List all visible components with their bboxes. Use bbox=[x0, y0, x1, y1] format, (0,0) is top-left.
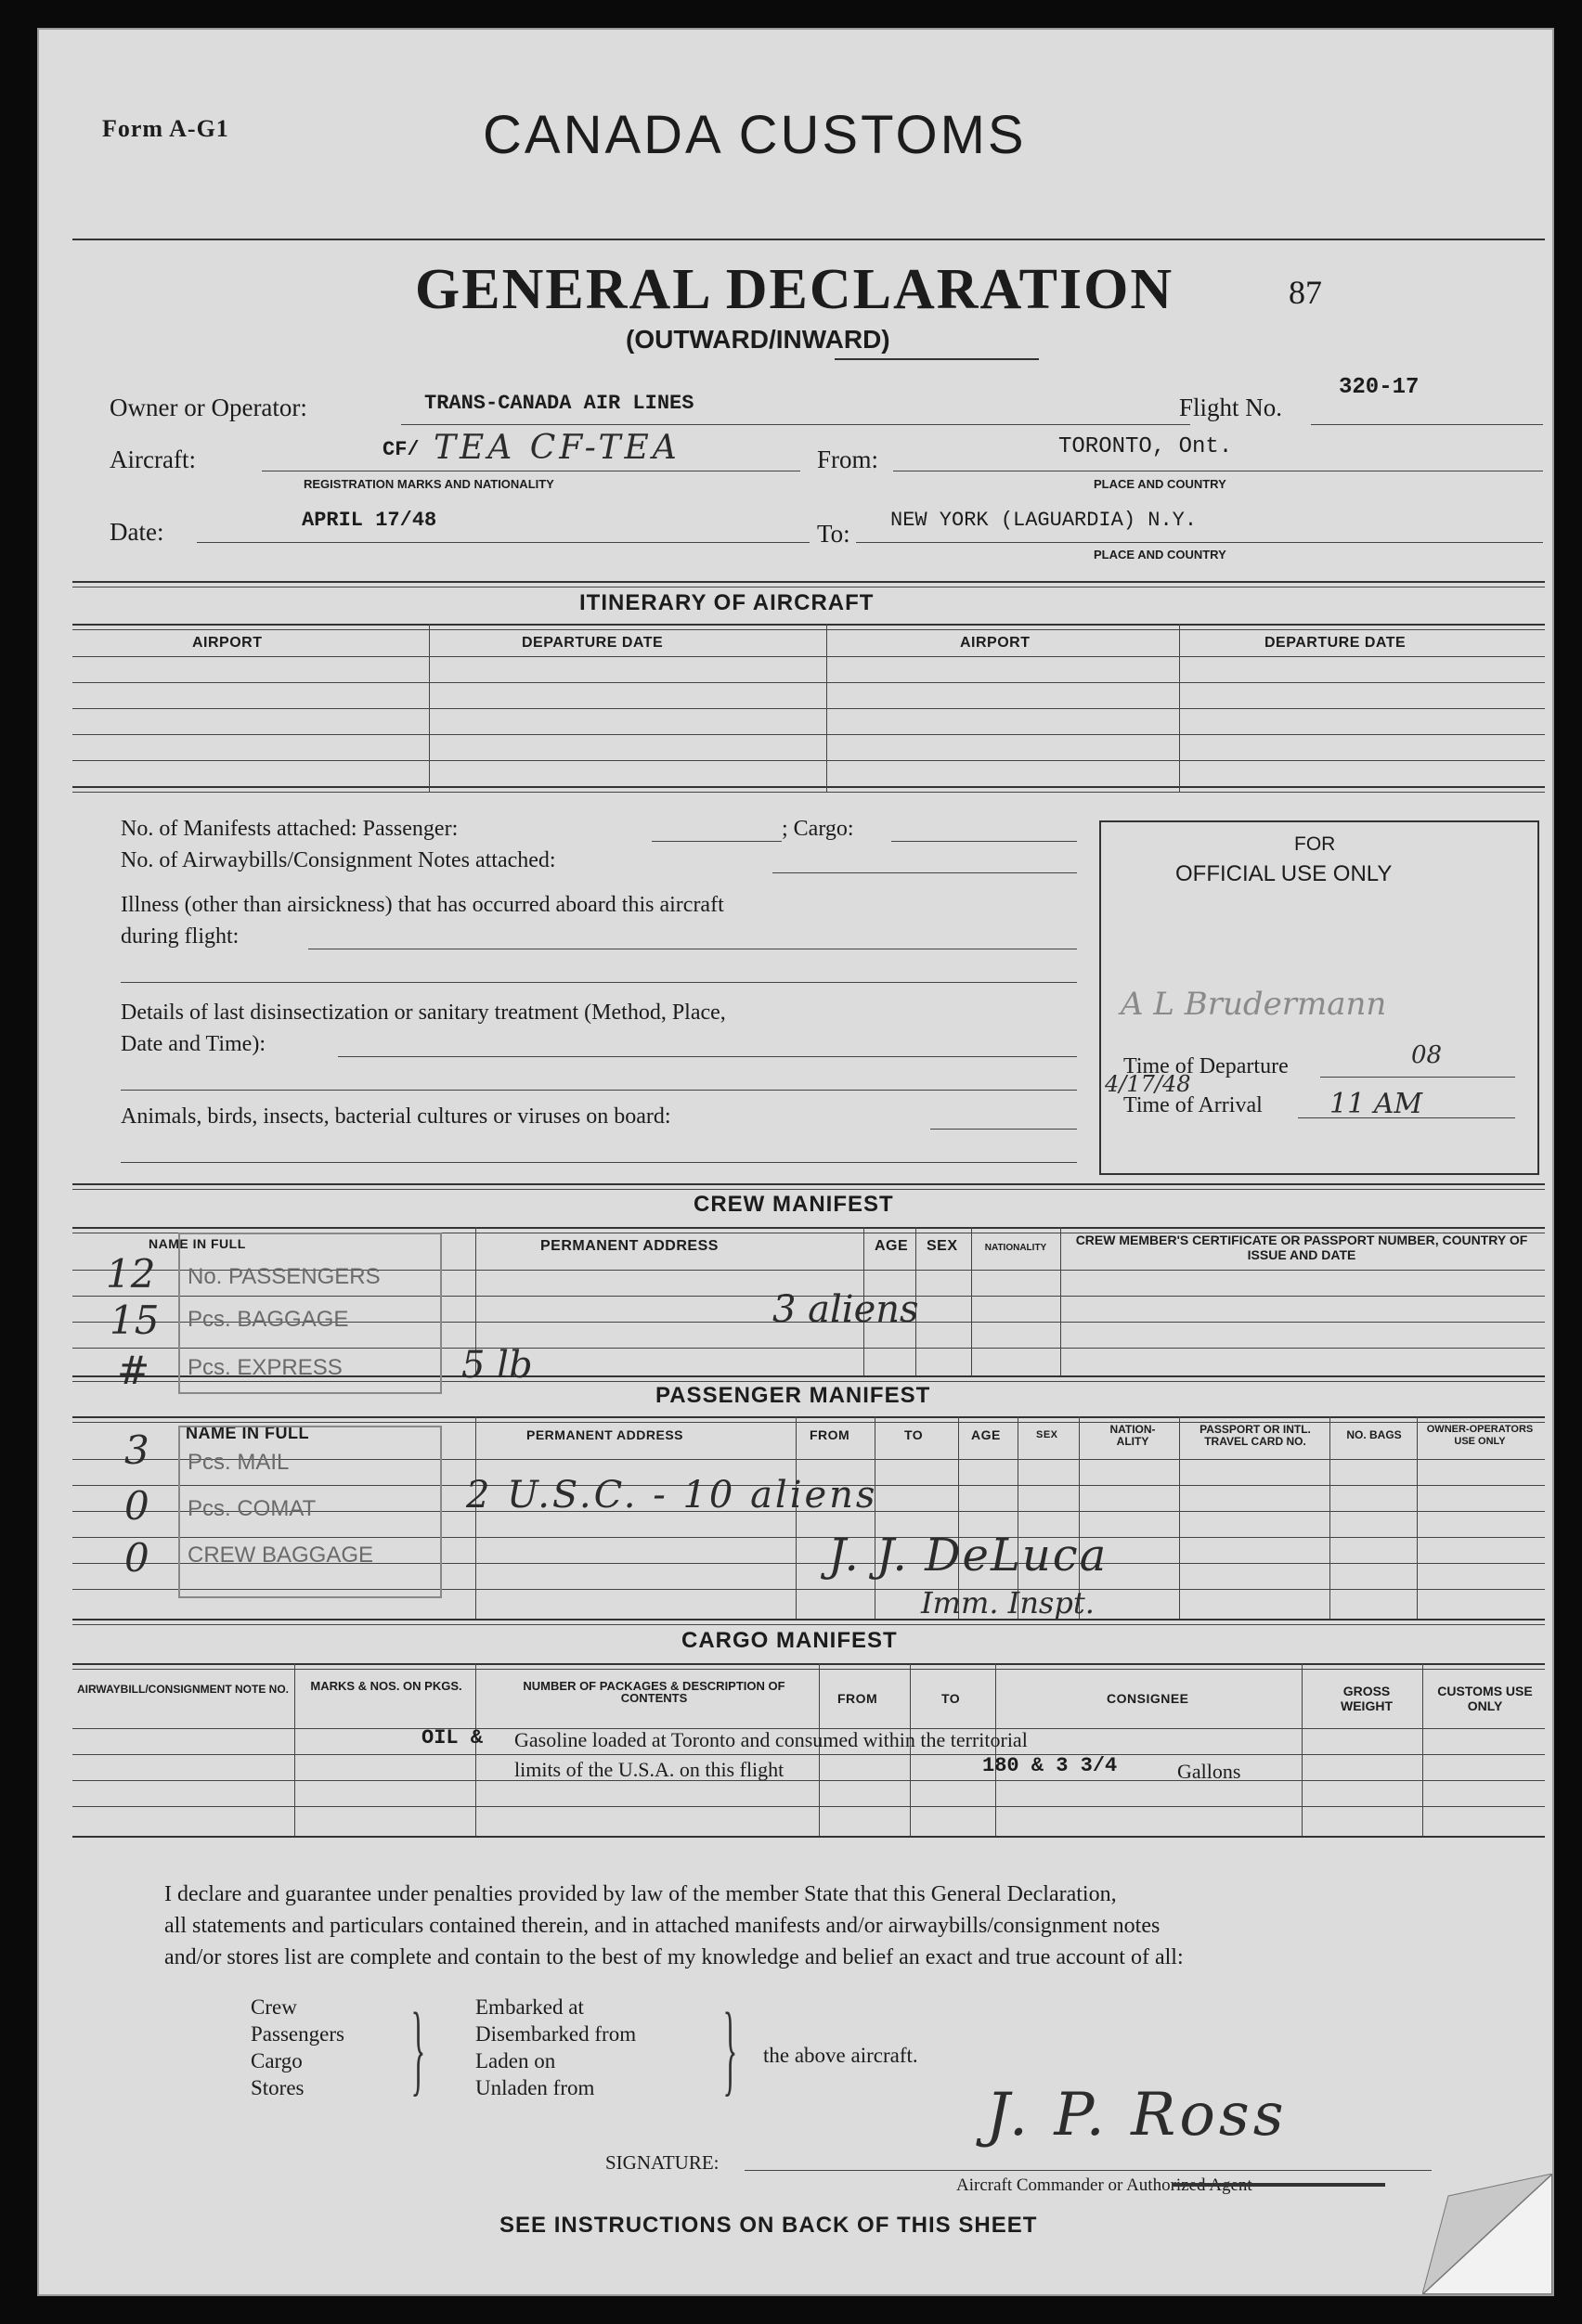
declaration-tail: the above aircraft. bbox=[763, 2044, 918, 2067]
group2-embarked: Embarked at bbox=[475, 1995, 584, 2019]
manifests-question: No. of Manifests attached: Passenger: bbox=[121, 817, 459, 841]
stamp-value-mail: 3 bbox=[124, 1427, 149, 1473]
stamp-label-comat: Pcs. COMAT bbox=[188, 1496, 317, 1521]
form-id: Form A-G1 bbox=[102, 115, 229, 142]
declaration-line-1: I declare and guarantee under penalties provided by law of the member State that this General Declaration, bbox=[164, 1882, 1117, 1906]
stamp-label-mail: Pcs. MAIL bbox=[188, 1450, 290, 1475]
passenger-col-passport: PASSPORT OR INTL. TRAVEL CARD NO. bbox=[1199, 1423, 1311, 1448]
group1-passengers: Passengers bbox=[251, 2022, 344, 2046]
group1-cargo: Cargo bbox=[251, 2049, 303, 2072]
official-date-note: 4/17/48 bbox=[1105, 1071, 1191, 1097]
crew-col-age: AGE bbox=[875, 1238, 909, 1254]
group2-laden: Laden on bbox=[475, 2049, 556, 2072]
stamp-value-passengers: 12 bbox=[106, 1251, 156, 1297]
departure-value: 08 bbox=[1411, 1041, 1443, 1069]
itinerary-col-date-1: DEPARTURE DATE bbox=[522, 635, 664, 651]
cargo-unit: Gallons bbox=[1177, 1760, 1241, 1783]
cargo-line-2: limits of the U.S.A. on this flight bbox=[514, 1758, 785, 1781]
folded-corner bbox=[1422, 2174, 1552, 2294]
to-label: To: bbox=[817, 520, 850, 548]
to-value: NEW YORK (LAGUARDIA) N.Y. bbox=[890, 509, 1198, 532]
cargo-line-1: Gasoline loaded at Toronto and consumed within the territorial bbox=[514, 1728, 1028, 1751]
aircraft-label: Aircraft: bbox=[110, 445, 196, 473]
cargo-col-airwaybill: AIRWAYBILL/CONSIGNMENT NOTE NO. bbox=[76, 1683, 289, 1696]
passenger-col-bags: NO. BAGS bbox=[1346, 1428, 1402, 1441]
place-caption-to: PLACE AND COUNTRY bbox=[1094, 548, 1226, 562]
caption-strikeout bbox=[1172, 2183, 1385, 2187]
crew-col-name: NAME IN FULL bbox=[149, 1236, 246, 1251]
airwaybills-question: No. of Airwaybills/Consignment Notes attached: bbox=[121, 848, 556, 872]
inspector-signature: J. J. DeLuca bbox=[828, 1530, 1109, 1582]
signature-label: SIGNATURE: bbox=[605, 2151, 720, 2174]
crew-hand-note: 3 aliens bbox=[772, 1288, 919, 1331]
passenger-title: PASSENGER MANIFEST bbox=[655, 1383, 931, 1408]
direction: (OUTWARD/INWARD) bbox=[626, 325, 890, 354]
animals-question: Animals, birds, insects, bacterial cultures or viruses on board: bbox=[121, 1104, 671, 1129]
cargo-col-weight: GROSS WEIGHT bbox=[1341, 1684, 1393, 1713]
commander-signature: J. P. Ross bbox=[986, 2081, 1288, 2150]
cargo-col-marks: MARKS & NOS. ON PKGS. bbox=[310, 1679, 462, 1693]
stamp-value-crew-baggage: 0 bbox=[124, 1535, 149, 1581]
group2-disembarked: Disembarked from bbox=[475, 2022, 637, 2046]
arrival-label: Time of Arrival bbox=[1123, 1093, 1263, 1117]
official-signature: A L Brudermann bbox=[1121, 986, 1387, 1023]
disinsect-question-1: Details of last disinsectization or sanitary treatment (Method, Place, bbox=[121, 1001, 726, 1025]
cargo-typed-oil: OIL & bbox=[421, 1726, 484, 1749]
stamp-label-passengers: No. PASSENGERS bbox=[188, 1264, 381, 1289]
group1-crew: Crew bbox=[251, 1995, 297, 2019]
owner-label: Owner or Operator: bbox=[110, 394, 307, 421]
illness-question-1: Illness (other than airsickness) that has occurred aboard this aircraft bbox=[121, 893, 724, 917]
brace-1: } bbox=[410, 1992, 426, 2105]
date-value: APRIL 17/48 bbox=[302, 509, 437, 532]
flight-label: Flight No. bbox=[1179, 394, 1283, 421]
crew-title: CREW MANIFEST bbox=[694, 1192, 894, 1217]
arrival-value: 11 AM bbox=[1329, 1088, 1423, 1120]
cargo-col-consignee: CONSIGNEE bbox=[1107, 1691, 1189, 1706]
stamp-label-express: Pcs. EXPRESS bbox=[188, 1355, 343, 1380]
aircraft-prefix: CF/ bbox=[383, 438, 420, 461]
stamp-value-express: # bbox=[117, 1348, 150, 1393]
form-title: GENERAL DECLARATION bbox=[415, 258, 1174, 321]
registration-caption: REGISTRATION MARKS AND NATIONALITY bbox=[304, 477, 554, 491]
declaration-line-3: and/or stores list are complete and contain to the best of my knowledge and belief an exact and true account of all: bbox=[164, 1945, 1184, 1969]
cargo-col-customs: CUSTOMS USE ONLY bbox=[1437, 1684, 1533, 1713]
flight-value: 320-17 bbox=[1339, 375, 1420, 400]
official-for: FOR bbox=[1294, 833, 1336, 855]
commander-caption: Aircraft Commander or Authorized Agent bbox=[956, 2176, 1252, 2195]
crew-col-nationality: NATIONALITY bbox=[984, 1243, 1047, 1253]
cargo-col-description: NUMBER OF PACKAGES & DESCRIPTION OF CONTENTS bbox=[523, 1679, 785, 1705]
stamp-label-crew-baggage: CREW BAGGAGE bbox=[188, 1543, 374, 1568]
illness-question-2: during flight: bbox=[121, 924, 240, 949]
official-title: OFFICIAL USE ONLY bbox=[1175, 861, 1393, 886]
stamp-express-note: 5 lb bbox=[461, 1344, 533, 1387]
declaration-group-1 bbox=[251, 1994, 344, 2101]
group2-unladen: Unladen from bbox=[475, 2076, 595, 2099]
divider bbox=[72, 239, 1545, 240]
crew-col-address: PERMANENT ADDRESS bbox=[540, 1238, 719, 1254]
declaration-form bbox=[37, 28, 1554, 2296]
declaration-group-2 bbox=[475, 1994, 636, 2101]
agency-title: CANADA CUSTOMS bbox=[483, 105, 1027, 165]
passenger-col-address: PERMANENT ADDRESS bbox=[526, 1427, 683, 1442]
brace-2: } bbox=[722, 1992, 738, 2105]
from-label: From: bbox=[817, 445, 879, 473]
itinerary-title: ITINERARY OF AIRCRAFT bbox=[579, 590, 875, 615]
crew-col-certificate: CREW MEMBER'S CERTIFICATE OR PASSPORT NUMBER, COUNTRY OF ISSUE AND DATE bbox=[1075, 1233, 1528, 1262]
stamp-value-comat: 0 bbox=[124, 1483, 149, 1529]
stamp-value-baggage: 15 bbox=[110, 1298, 160, 1343]
aircraft-registration: TEA CF-TEA bbox=[434, 429, 681, 467]
disinsect-question-2: Date and Time): bbox=[121, 1032, 266, 1056]
passenger-hand-note: 2 U.S.C. - 10 aliens bbox=[466, 1474, 878, 1517]
cargo-quantity: 180 & 3 3/4 bbox=[982, 1754, 1118, 1777]
declaration-line-2: all statements and particulars contained therein, and in attached manifests and/or airwaybills/consignment notes bbox=[164, 1914, 1161, 1938]
passenger-col-name: NAME IN FULL bbox=[186, 1424, 309, 1442]
passenger-col-nationality: NATION-ALITY bbox=[1109, 1423, 1156, 1448]
form-number: 87 bbox=[1289, 274, 1322, 311]
date-label: Date: bbox=[110, 518, 164, 546]
crew-col-sex: SEX bbox=[927, 1238, 958, 1254]
stamp-label-baggage: Pcs. BAGGAGE bbox=[188, 1307, 349, 1332]
cargo-question: ; Cargo: bbox=[782, 817, 854, 841]
passenger-col-to: TO bbox=[904, 1427, 924, 1442]
place-caption-from: PLACE AND COUNTRY bbox=[1094, 477, 1226, 491]
passenger-col-sex: SEX bbox=[1036, 1429, 1058, 1440]
departure-label: Time of Departure bbox=[1123, 1054, 1289, 1078]
owner-value: TRANS-CANADA AIR LINES bbox=[424, 392, 694, 415]
cargo-title: CARGO MANIFEST bbox=[681, 1628, 898, 1653]
inward-underline bbox=[835, 358, 1039, 360]
inspector-title: Imm. Inspt. bbox=[921, 1585, 1095, 1620]
from-value: TORONTO, Ont. bbox=[1058, 434, 1233, 459]
group1-stores: Stores bbox=[251, 2076, 305, 2099]
itinerary-col-date-2: DEPARTURE DATE bbox=[1264, 635, 1407, 651]
itinerary-col-airport-1: AIRPORT bbox=[192, 635, 263, 651]
cargo-col-from: FROM bbox=[837, 1691, 878, 1706]
cargo-col-to: TO bbox=[941, 1691, 961, 1706]
passenger-col-from: FROM bbox=[810, 1427, 850, 1442]
instructions-footer: SEE INSTRUCTIONS ON BACK OF THIS SHEET bbox=[499, 2213, 1038, 2238]
itinerary-col-airport-2: AIRPORT bbox=[960, 635, 1031, 651]
passenger-col-age: AGE bbox=[971, 1427, 1001, 1442]
passenger-col-owner: OWNER-OPERATORS USE ONLY bbox=[1426, 1424, 1534, 1447]
